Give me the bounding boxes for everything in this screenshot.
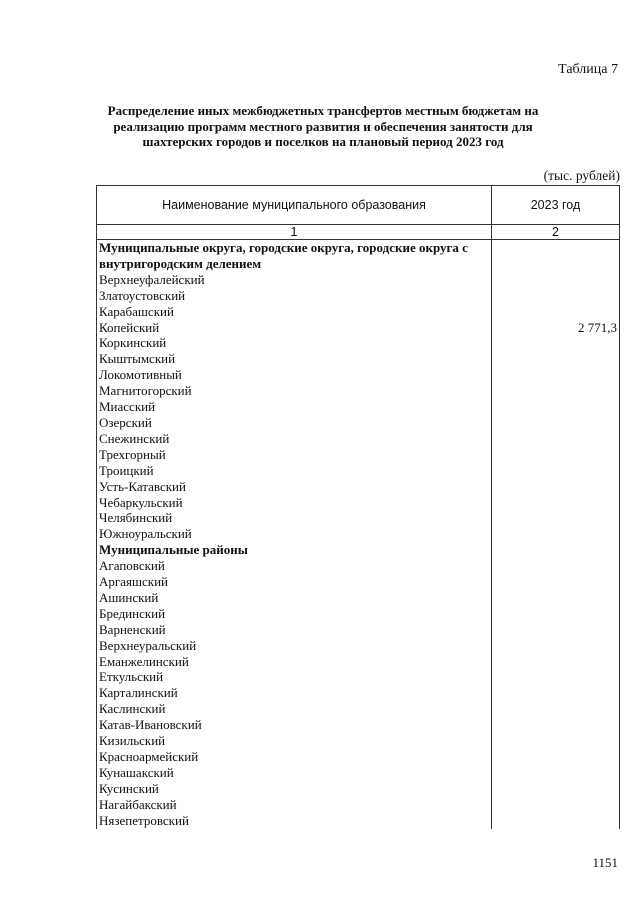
section-heading-row — [97, 542, 620, 558]
table-row — [97, 574, 620, 590]
table-row — [97, 685, 620, 701]
column-number-1: 1 — [97, 225, 492, 240]
municipality-name: Агаповский — [97, 558, 492, 574]
table-row — [97, 781, 620, 797]
document-title: Распределение иных межбюджетных трансфертов местным бюджетам на реализацию программ местного развития и обеспечения занятости для шахтерских городов и поселков на плановый период 2023 год — [107, 103, 539, 149]
municipality-name: Верхнеуральский — [97, 638, 492, 654]
amount-cell: 2 771,3 — [492, 320, 620, 336]
table-row — [97, 526, 620, 542]
municipality-name: Нязепетровский — [97, 813, 492, 829]
table-row — [97, 479, 620, 495]
municipality-name: Варненский — [97, 622, 492, 638]
amount-cell — [492, 797, 620, 813]
table-row — [97, 622, 620, 638]
amount-cell — [492, 765, 620, 781]
amount-cell — [492, 288, 620, 304]
amount-cell — [492, 240, 620, 272]
table-row — [97, 717, 620, 733]
table-row — [97, 797, 620, 813]
amount-cell — [492, 399, 620, 415]
table-row — [97, 431, 620, 447]
municipality-name: Аргаяшский — [97, 574, 492, 590]
column-header-name: Наименование муниципального образования — [97, 186, 492, 225]
amount-cell — [492, 495, 620, 511]
amount-cell — [492, 304, 620, 320]
municipality-name: Локомотивный — [97, 367, 492, 383]
amount-cell — [492, 749, 620, 765]
column-number-row — [97, 225, 620, 240]
table-row — [97, 654, 620, 670]
table-row — [97, 669, 620, 685]
amount-cell — [492, 654, 620, 670]
amount-cell — [492, 510, 620, 526]
table-row — [97, 272, 620, 288]
amount-cell — [492, 781, 620, 797]
amount-cell — [492, 447, 620, 463]
amount-cell — [492, 669, 620, 685]
amount-cell — [492, 431, 620, 447]
amount-cell — [492, 367, 620, 383]
municipality-name: Усть-Катавский — [97, 479, 492, 495]
municipality-name: Карабашский — [97, 304, 492, 320]
amount-cell — [492, 542, 620, 558]
amount-cell — [492, 733, 620, 749]
table-row — [97, 351, 620, 367]
municipality-name: Кусинский — [97, 781, 492, 797]
amount-cell — [492, 526, 620, 542]
table-row — [97, 320, 620, 336]
municipality-name: Еманжелинский — [97, 654, 492, 670]
table-row — [97, 463, 620, 479]
table-row — [97, 558, 620, 574]
amount-cell — [492, 574, 620, 590]
amount-cell — [492, 383, 620, 399]
municipality-name: Кизильский — [97, 733, 492, 749]
column-number-2: 2 — [492, 225, 620, 240]
table-row — [97, 638, 620, 654]
table-row — [97, 765, 620, 781]
municipality-name: Магнитогорский — [97, 383, 492, 399]
amount-cell — [492, 701, 620, 717]
municipality-name: Южноуральский — [97, 526, 492, 542]
municipality-name: Снежинский — [97, 431, 492, 447]
municipality-name: Муниципальные округа, городские округа, городские округа с внутригородским делением — [97, 240, 492, 272]
amount-cell — [492, 558, 620, 574]
table-row — [97, 813, 620, 829]
column-header-year: 2023 год — [492, 186, 620, 225]
table-row — [97, 399, 620, 415]
municipality-name: Верхнеуфалейский — [97, 272, 492, 288]
section-heading-row — [97, 240, 620, 272]
table-row — [97, 304, 620, 320]
municipality-name: Каслинский — [97, 701, 492, 717]
table-row — [97, 701, 620, 717]
amount-cell — [492, 606, 620, 622]
table-row — [97, 383, 620, 399]
municipality-name: Кунашакский — [97, 765, 492, 781]
municipality-name: Миасский — [97, 399, 492, 415]
amount-cell — [492, 479, 620, 495]
municipality-name: Златоустовский — [97, 288, 492, 304]
municipality-name: Еткульский — [97, 669, 492, 685]
municipality-name: Брединский — [97, 606, 492, 622]
table-row — [97, 447, 620, 463]
municipality-name: Коркинский — [97, 335, 492, 351]
table-number: Таблица 7 — [558, 62, 618, 77]
municipality-name: Озерский — [97, 415, 492, 431]
table-row — [97, 510, 620, 526]
municipality-name: Чебаркульский — [97, 495, 492, 511]
table-row — [97, 367, 620, 383]
municipality-name: Нагайбакский — [97, 797, 492, 813]
amount-cell — [492, 638, 620, 654]
table-row — [97, 495, 620, 511]
municipality-name: Трехгорный — [97, 447, 492, 463]
amount-cell — [492, 272, 620, 288]
table-row — [97, 288, 620, 304]
table-header-row — [97, 186, 620, 225]
amount-cell — [492, 590, 620, 606]
amount-cell — [492, 415, 620, 431]
municipality-name: Челябинский — [97, 510, 492, 526]
page-number: 1151 — [592, 855, 618, 870]
amount-cell — [492, 685, 620, 701]
amount-cell — [492, 717, 620, 733]
municipality-name: Кыштымский — [97, 351, 492, 367]
municipality-name: Копейский — [97, 320, 492, 336]
municipality-name: Ашинский — [97, 590, 492, 606]
amount-cell — [492, 622, 620, 638]
amount-cell — [492, 351, 620, 367]
municipality-name: Троицкий — [97, 463, 492, 479]
table-row — [97, 733, 620, 749]
amount-cell — [492, 335, 620, 351]
table-row — [97, 606, 620, 622]
municipality-name: Красноармейский — [97, 749, 492, 765]
table-row — [97, 415, 620, 431]
table-row — [97, 335, 620, 351]
amount-cell — [492, 813, 620, 829]
municipality-name: Катав-Ивановский — [97, 717, 492, 733]
units-label: (тыс. рублей) — [543, 168, 620, 183]
municipality-name: Муниципальные районы — [97, 542, 492, 558]
table-row — [97, 590, 620, 606]
municipality-name: Карталинский — [97, 685, 492, 701]
table-row — [97, 749, 620, 765]
amount-cell — [492, 463, 620, 479]
transfers-table — [96, 185, 620, 829]
